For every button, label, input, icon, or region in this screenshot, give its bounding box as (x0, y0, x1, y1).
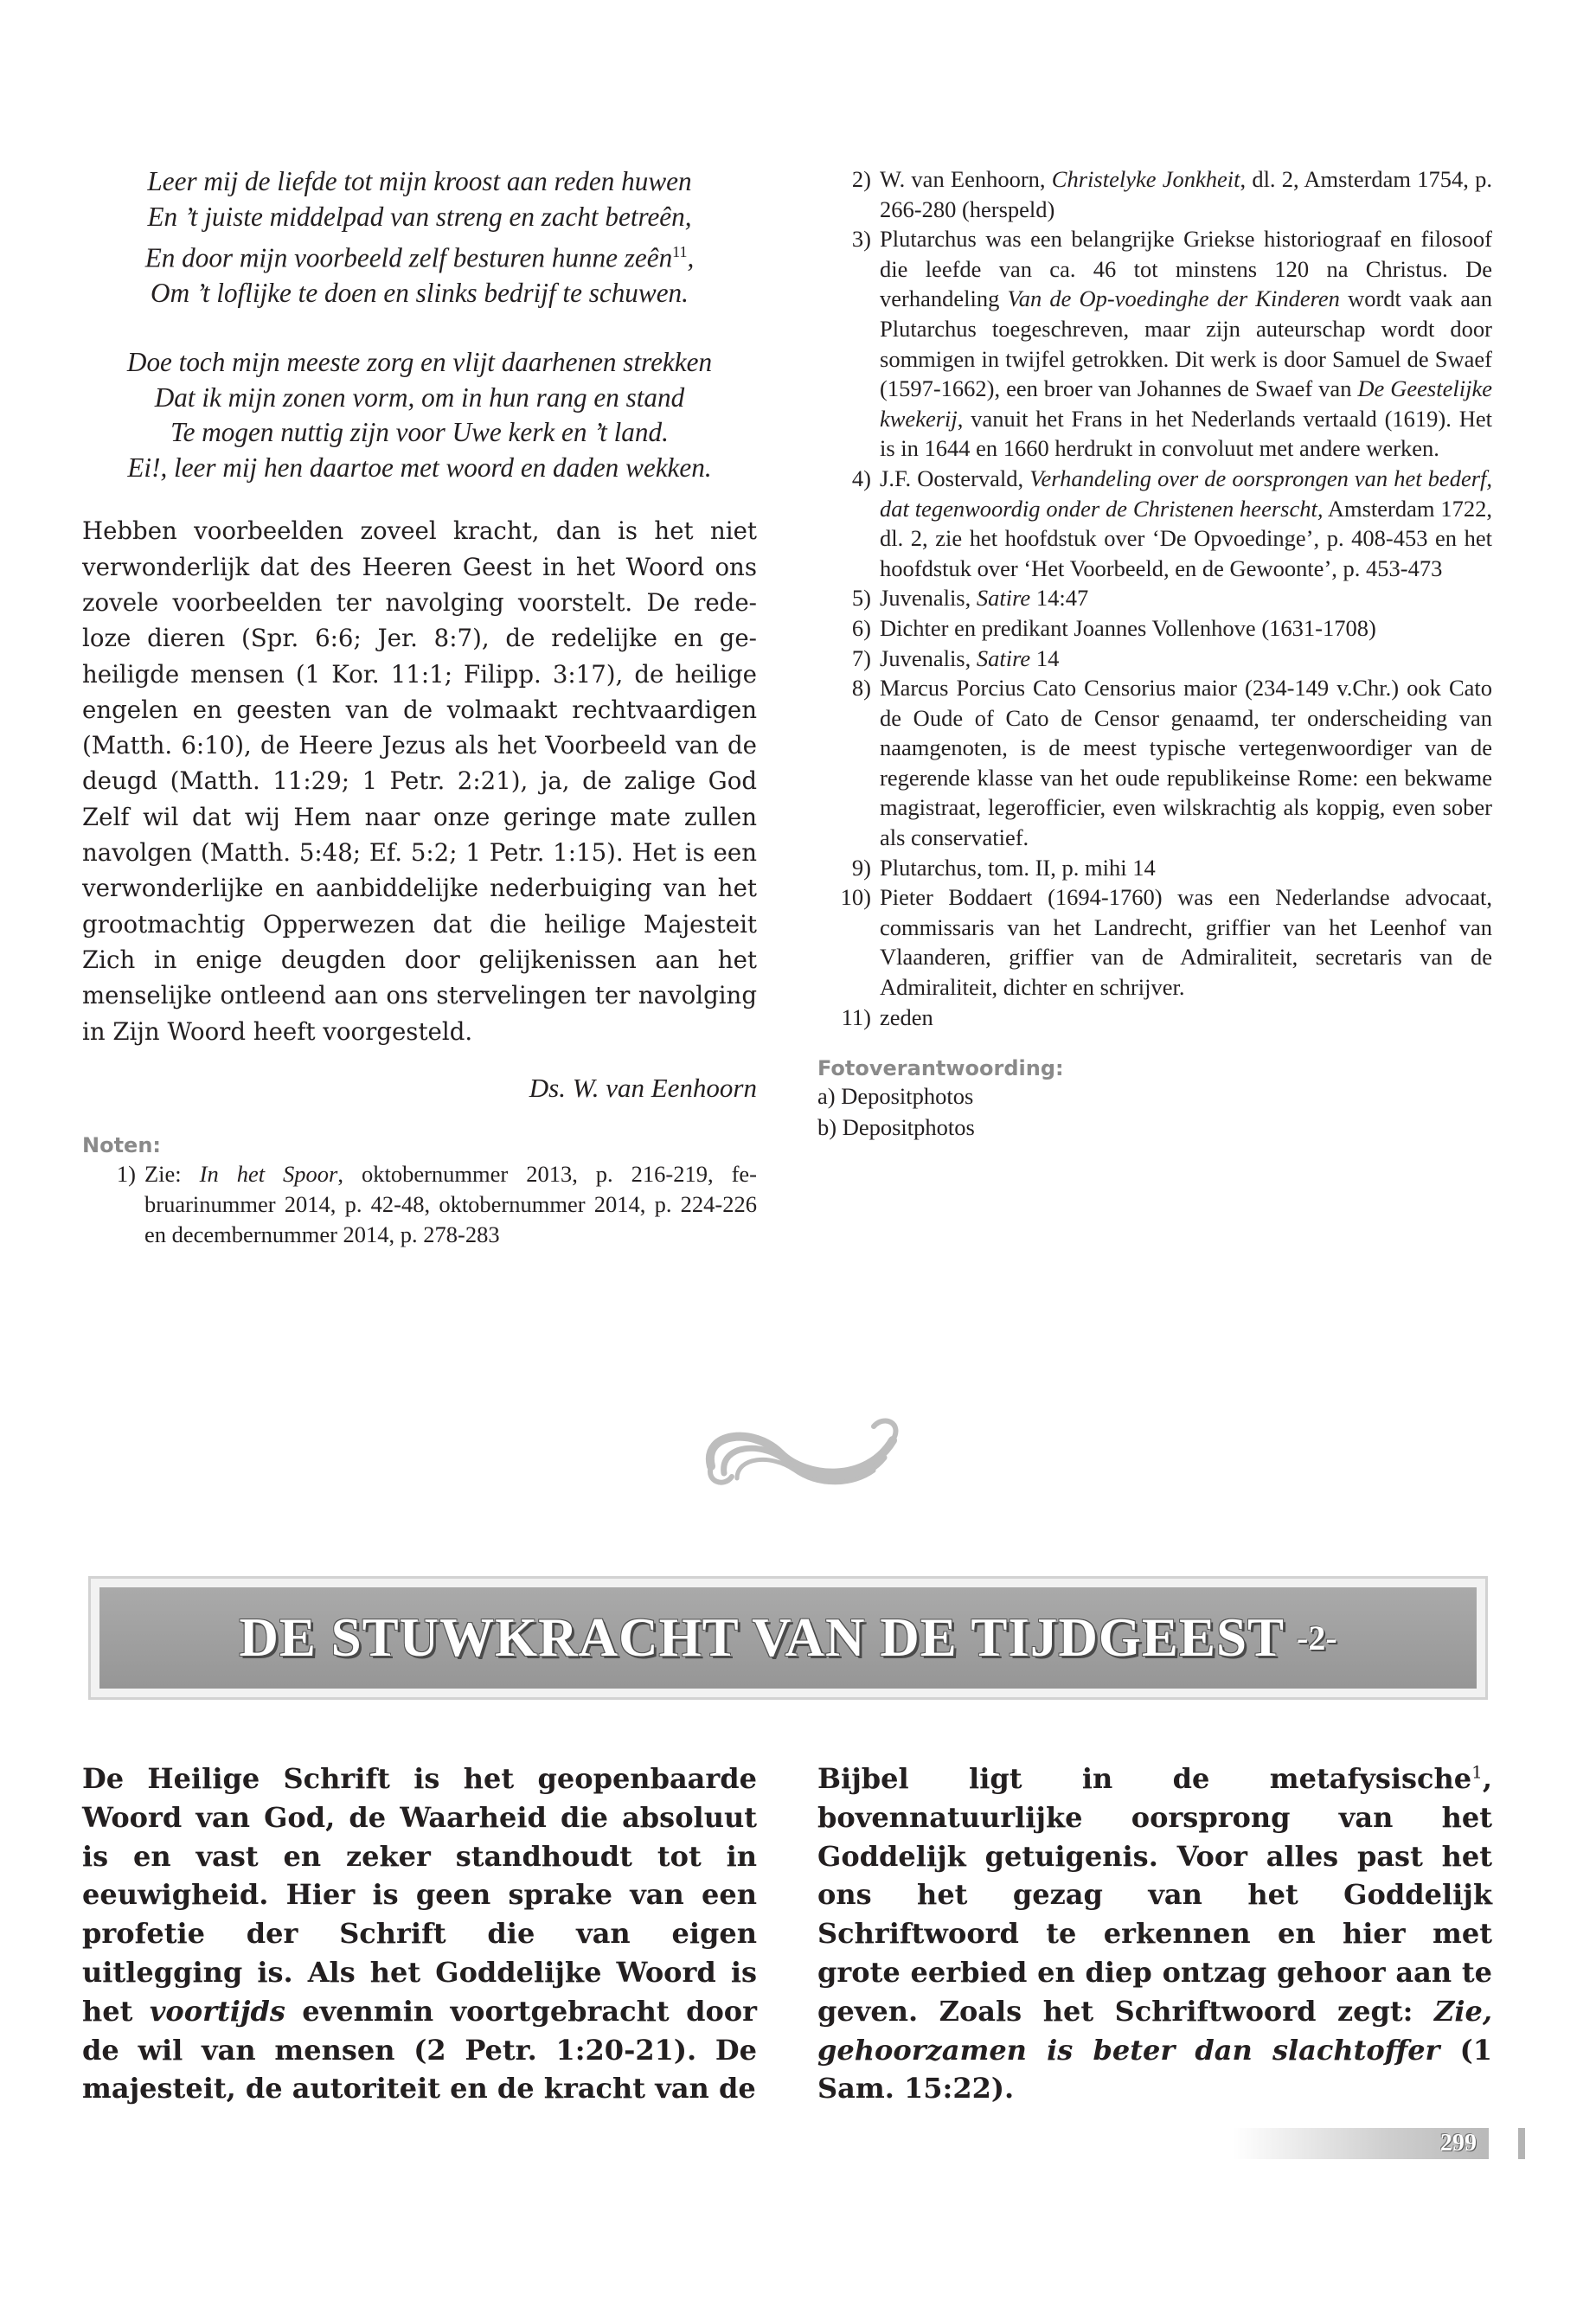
footnote-title: In het Spoor (199, 1161, 338, 1188)
footnote-text: Pieter Boddaert (1694-1760) was een Nederlandse advocaat, commissaris van het Landrecht, griffier van het Leenhof van Vlaanderen, griffier van de Admiraliteit, secretaris van de Admiraliteit, dichter en schrijver. (880, 884, 1492, 1001)
footnote-number: 4) (851, 465, 871, 491)
poem-line: Doe toch mijn meeste zorg en vlijt daarhenen strekken (126, 347, 713, 378)
poem-line-text: En door mijn voorbeeld zelf besturen hunne zeên (144, 242, 673, 273)
footnote-title: Verhandeling over de oorsprongen van het bederf, dat tegenwoordig onder de Christenen heerscht, (880, 465, 1492, 522)
article-lead-right (817, 1759, 1492, 2108)
footnote-title: Satire (976, 585, 1031, 612)
footnote-title: Van de Op-voedinghe der Kinderen (1007, 285, 1340, 312)
footnote-number: 6) (851, 614, 871, 641)
footnote-number: 9) (851, 854, 871, 881)
footnote-item (817, 224, 1492, 464)
footnote-number: 5) (851, 585, 871, 612)
article-lead-left (82, 1759, 757, 2108)
banner-title: DE STUWKRACHT VAN DE TIJDGEEST (239, 1607, 1285, 1668)
footnote-number: 11) (841, 1003, 871, 1030)
footnote-text: J.F. Oostervald, Verhandeling over de oorsprongen van het bederf, dat tegenwoordig onder de Christenen heerscht, Amsterdam 1722, dl. 2, zie het hoofdstuk over ‘De Opvoedinge’, p. 408-453 en het hoofdstuk over ‘Het Voorbeeld, en de Gewoonte’, p. 453-473 (880, 465, 1492, 581)
poem-stanza-1 (82, 164, 757, 311)
footnote-text: Zie: In het Spoor, oktobernummer 2013, p. 216-219, februarinummer 2014, p. 42-48, oktobernummer 2014, p. 224-226 en decembernummer 2014, p. 278-283 (144, 1161, 757, 1247)
photo-credits-heading: Fotoverantwoording: (817, 1056, 1064, 1081)
footnote-number: 7) (851, 644, 871, 671)
footnote-text: Juvenalis, Satire 14:47 (880, 585, 1089, 612)
poem-line: Te mogen nuttig zijn voor Uwe kerk en ’t land. (170, 417, 669, 448)
footnote-title: De Geestelijke kwekerij (880, 375, 1492, 432)
footnote-number: 8) (851, 675, 871, 702)
poem-line: Leer mij de liefde tot mijn kroost aan reden huwen (147, 166, 692, 196)
footnote-text: Marcus Porcius Cato Censorius maior (234-149 v.Chr.) ook Cato de Oude of Cato de Censor genaamd, ter onderscheiding van naamgenoten, is de meest typische vertegenwoordiger van de regerende klasse van het oude republikeinse Rome: een bekwame magistraat, legerofficier, even wilskrachtig als koppig, even sober als conservatief. (880, 675, 1492, 851)
swirl-ornament-icon (676, 1406, 919, 1501)
article-paragraph: De Heilige Schrift is het geopenbaarde Woord van God, de Waarheid die absoluut is en vast en zeker standhoudt tot in eeuwigheid. Hier is geen sprake van een profetie der Schrift die van eigen uitlegging is. Als het Goddelijke Woord is het voortijds evenmin voortgebracht door de wil van mensen (2 Petr. 1:20-21). De majesteit, de autoriteit en de kracht van de (82, 1762, 758, 2106)
footnote-item (817, 673, 1492, 853)
article-paragraph: Bijbel ligt in de metafysische$^1$, bovennatuurlijke oorsprong van het Goddelijk getuigenis. Voor alles past het ons het gezag van het Goddelijk Schriftwoord te erkennen en hier met grote eerbied en diep ontzag gehoor aan te geven. Zoals het Schriftwoord zegt: Zie, gehoorzamen is beter dan slachtoffer (1 Sam. 15:22). (817, 1761, 1493, 2106)
footnote-number: 2) (851, 166, 871, 192)
section-banner (88, 1576, 1488, 1700)
right-column (817, 164, 1492, 1143)
scripture-quote: Zie, gehoorzamen is beter dan slachtoffer (817, 1994, 1492, 2067)
footnotes-right (817, 164, 1492, 1032)
poem-line: Om ’t loflijke te doen en slinks bedrijf te schuwen. (151, 277, 689, 308)
footnote-number: 10) (840, 884, 871, 911)
emphasis: voortijds (149, 1994, 285, 2028)
banner-part-number: -2- (1297, 1618, 1337, 1657)
notes-heading: Noten: (82, 1133, 162, 1158)
footnote-item (817, 613, 1492, 644)
photo-credit: b) Depositphotos (817, 1114, 975, 1141)
footnote-item (817, 1003, 1492, 1033)
footnote-number: 3) (851, 226, 871, 253)
page-number: 299 (1233, 2128, 1489, 2159)
poem-stanza-2 (82, 345, 757, 485)
footnote-text: Dichter en predikant Joannes Vollenhove (1631-1708) (880, 614, 1376, 641)
footnote-item (817, 164, 1492, 224)
poem (82, 164, 757, 485)
footnote-text: W. van Eenhoorn, Christelyke Jonkheit, dl. 2, Amsterdam 1754, p. 266-280 (herspeld) (880, 166, 1492, 222)
footnote-text: zeden (880, 1003, 933, 1030)
footnote-item (817, 583, 1492, 613)
footnote-item (817, 882, 1492, 1002)
footnote-title: Christelyke Jonkheit (1051, 166, 1240, 192)
page-number-tab (1518, 2128, 1525, 2159)
banner-inner (99, 1587, 1477, 1689)
poem-line: En ’t juiste middelpad van streng en zacht betreên, (147, 201, 692, 232)
author-signature: Ds. W. van Eenhoorn (529, 1073, 757, 1104)
footnote-text: Plutarchus was een belangrijke Griekse historiograaf en filosoof die leefde van ca. 46 tot minstens 120 na Christus. De verhandeling Van de Op-voedinghe der Kinderen wordt vaak aan Plutarchus toegeschreven, maar zijn auteurschap wordt door sommigen in twijfel getrokken. Dit werk is door Samuel de Swaef (1597-1662), een broer van Johannes de Swaef van De Geestelijke kwekerij, vanuit het Frans in het Nederlands vertaald (1619). Het is in 1644 en 1660 herdrukt in convoluut met andere werken. (880, 226, 1492, 462)
poem-line: Ei!, leer mij hen daartoe met woord en daden wekken. (127, 452, 712, 483)
footnote-item (817, 464, 1492, 583)
footnote-title: Satire (976, 644, 1031, 671)
poem-line-punct: , (687, 242, 695, 273)
footnote-item (817, 644, 1492, 674)
photo-credit: a) Depositphotos (817, 1083, 974, 1110)
left-column (82, 164, 757, 1249)
footnote-number: 1) (116, 1161, 136, 1188)
poem-line-with-note (82, 234, 757, 276)
body-paragraph: Hebben voorbeelden zoveel kracht, dan is het niet verwonderlijk dat des Heeren Geest in het Woord ons zovele voorbeelden ter navolging voorstelt. De redeloze dieren (Spr. 6:6; Jer. 8:7), de redelijke en geheiligde mensen (1 Kor. 11:1; Filipp. 3:17), de heilige engelen en geesten van de volmaakt rechtvaardigen (Matth. 6:10), de Heere Jezus als het Voorbeeld van de deugd (Matth. 11:29; 1 Petr. 2:21), ja, de zalige God Zelf wil dat wij Hem naar onze geringe mate zullen navolgen (Matth. 5:48; Ef. 5:2; 1 Petr. 1:15). Het is een verwonderlijke en aanbiddelijke nederbuiging van het grootmachtig Opperwezen dat die heilige Majesteit Zich in enige deugden door gelijkenissen aan het menselijke ontleend aan ons stervelingen ter navolging in Zijn Woord heeft voorgesteld. (82, 516, 757, 1046)
footnote-item (82, 1159, 757, 1249)
footnote-text: Plutarchus, tom. II, p. mihi 14 (880, 854, 1156, 881)
footnotes-left (82, 1159, 757, 1249)
footnote-item (817, 853, 1492, 883)
footnote-ref[interactable]: 11 (672, 243, 688, 260)
poem-line: Dat ik mijn zonen vorm, om in hun rang en stand (154, 381, 685, 413)
footnote-text: Juvenalis, Satire 14 (880, 644, 1060, 671)
footnote-ref[interactable]: 1 (1471, 1761, 1483, 1783)
